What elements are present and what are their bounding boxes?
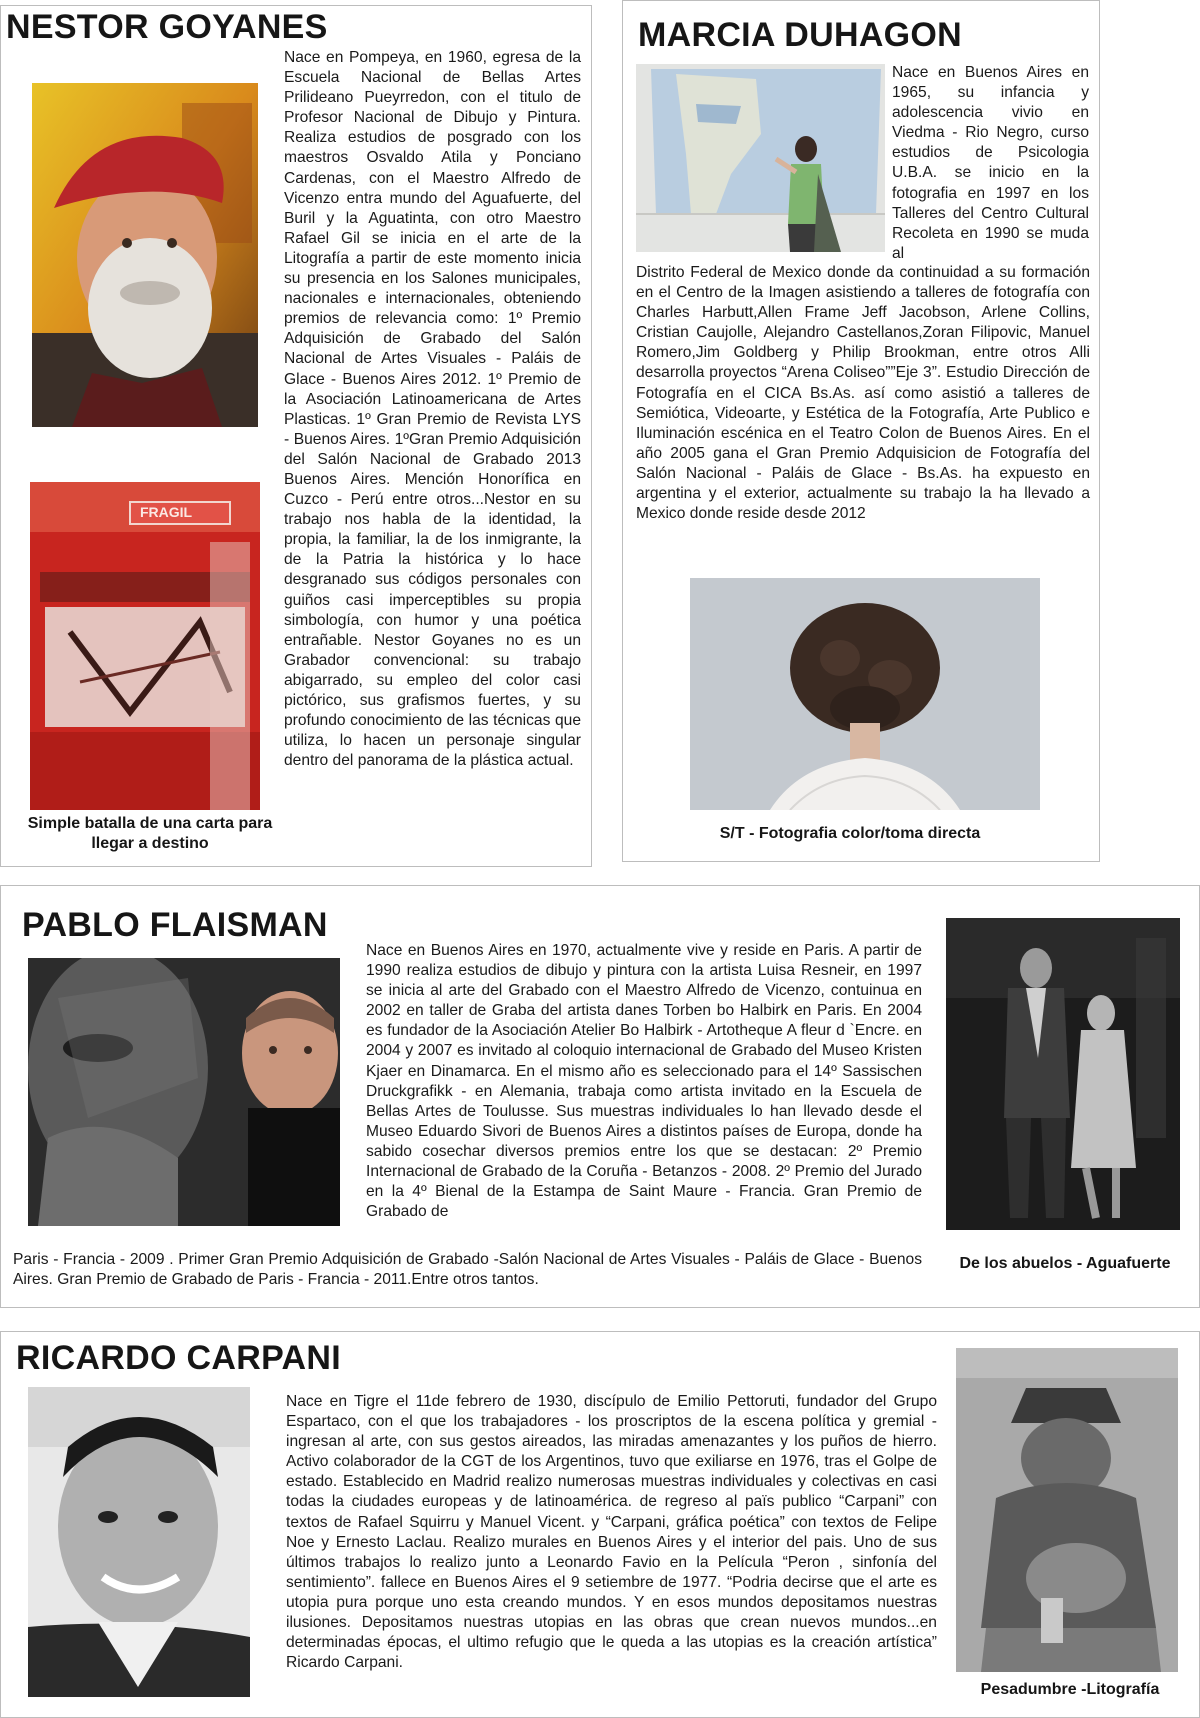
artwork-caption: S/T - Fotografia color/toma directa [719,825,981,842]
artist-portrait-photo [28,958,340,1226]
artist-portrait-photo [28,1387,250,1697]
artist-biography-bottom: Distrito Federal de Mexico donde da continuidad a su formación en el Centro de la Imagen asistiendo a talleres de fotografía con Charles Harbutt,Allen Frame Jeff Jacobson, Arlene Collins, Cristian Caujolle, Alejandro Castellanos,Zoran Filipovic, Manuel Romero,Jim Goldberg y Philip Brookman, entre otros Alli desarrolla proyectos “Arena Coliseo””Eje 3”. Estudio Dirección de Fotografía en el CICA Bs.As. así como asistió a talleres de Semiótica, Videoarte, y Estética de la Fotografía, Arte Publico e Iluminación escénica en el Teatro Colon de Buenos Aires. En el año 2005 gana el Gran Premio Adquisicion de Fotografía del Salón Nacional - Paláis de Glace - Bs.As. ha expuesto en argentina y el exterior, actualmente su trabajo la ha llevado a Mexico donde reside desde 2012 [636,264,1090,523]
artwork-image [690,578,1040,810]
artist-portrait-photo [32,83,258,427]
artist-name: PABLO FLAISMAN [22,906,328,944]
artist-biography-top: Nace en Buenos Aires en 1970, actualmente vive y reside en Paris. A partir de 1990 realiza estudios de dibujo y pintura con la artista Luisa Resneir, en 1997 se inicia al arte del Grabado con el Maestro Alfredo de Vicenzo, contuinua en 2002 en taller de Graba del artista danes Torben bo Halbirk en Paris. En 2004 es fundador de la Asociación Atelier Bo Halbirk - Artotheque A fleur d `Encre. en 2004 y 2007 es invitado al coloquio internacional de Grabado del Museo Kristen Kjaer en Dinamarca. En el mismo año es seleccionado para el 14º Sassischen Druckgrafikk - en Alemania, trabaja como artista invitado en la Escuela de Bellas Artes de Toulusse. Sus muestras individuales lo han llevado desde el Museo Eduardo Sivori de Buenos Aires a distintos países de Europa, donde ha sabido cosechar diversos premios entre los que se destacan: 2º Premio Internacional de Grabado de la Coruña - Betanzos - 2008. 2º Premio del Jurado en la 4º Bienal de la Estampa de Saint Maure - Francia. Gran Premio de Grabado de [366,942,922,1221]
artist-biography-bottom: Paris - Francia - 2009 . Primer Gran Premio Adquisición de Grabado -Salón Nacional de Artes Visuales - Paláis de Glace - Buenos Aires. Gran Premio de Grabado de Paris - Francia - 2011.Entre otros tantos. [13,1251,922,1289]
artwork-caption: Simple batalla de una carta para llegar a destino [27,815,273,852]
artwork-stamp-label: FRAGIL [140,504,193,520]
artist-biography: Nace en Pompeya, en 1960, egresa de la Escuela Nacional de Bellas Artes Prilideano Pueyrredon, con el titulo de Profesor Nacional de Dibujo y Pintura. Realiza estudios de posgrado con los maestros Osvaldo Atila y Ponciano Cardenas, con el Maestro Alfredo de Vicenzo entra mundo del Aguafuerte, del Buril y la Aguatinta, con otro Maestro Rafael Gil se inicia en el arte de la Litografía a partir de este momento inicia su presencia en los Salones municipales, nacionales e internacionales, obteniendo premios de relevancia como: 1º Premio Adquisición de Grabado del Salón Nacional de Artes Visuales - Paláis de Glace - Buenos Aires 2012. 1º Premio de la Asociación Latinoamericana de Artes Plasticas. 1º Gran Premio de Revista LYS - Buenos Aires. 1ºGran Premio Adquisición del Salón Nacional de Grabado 2013 Buenos Aires. Mención Honorífica en Cuzco - Perú entre otros...Nestor en su trabajo nos habla de la identidad, la propia, la familiar, la de los inmigrante, la de la Patria la histórica y lo hace desgranado sus códigos personales con guiños casi imperceptibles su propia simbología, con humor y una poética entrañable. Nestor Goyanes no es un Grabador convencional: su trabajo abigarrado, su empleo del color casi pictórico, sus grafismos fuertes, y su profundo conocimiento de las técnicas que utiliza, lo hacen un personaje singular dentro del panorama de la plástica actual. [284,49,581,770]
artwork-image [30,482,260,810]
artist-name: MARCIA DUHAGON [638,16,963,54]
artist-name: RICARDO CARPANI [16,1339,341,1377]
artist-biography-top: Nace en Buenos Aires en 1965, su infancia y adolescencia vivio en Viedma - Rio Negro, curso estudios de Psicologia U.B.A. se inicio en la fotografia en 1997 en los Talleres del Centro Cultural Recoleta en 1990 se muda al [892,64,1089,262]
artwork-image [956,1348,1178,1672]
artwork-caption: De los abuelos - Aguafuerte [959,1255,1171,1272]
artwork-image [946,918,1180,1230]
artwork-caption: Pesadumbre -Litografía [980,1681,1160,1698]
artist-biography: Nace en Tigre el 11de febrero de 1930, discípulo de Emilio Pettoruti, fundador del Grupo Espartaco, con el que los trabajadores - los proscriptos de la escena política y gremial - ingresan al arte, con sus gestos aireados, las miradas amenazantes y los puños de hierro. Activo colaborador de la CGT de los Argentinos, tuvo que exiliarse en 1976, tras el Golpe de estado. Establecido en Madrid realizo numerosas muestras individuales y colectivas en casi todas la ciudades europeas y de latinoamérica. de regreso al païs publico “Carpani” con textos de Rafael Squirru y Manuel Vicent. y “Carpani, gráfica poética” con textos de Felipe Noe y Ernesto Laclau. Realizo murales en Buenos Aires y el interior del pais. Uno de sus últimos trabajos lo realizo junto a Leonardo Favio en la Película “Peron , sinfonía del sentimiento”. fallece en Buenos Aires el 9 setiembre de 1977. “Podria decirse que el arte es utopia pura porque uno esta creando mundos. Y en esos mundos depositamos nuestras ilusiones. Depositamos nuestras utopias en las obras que crean nuevos mundos...en determinadas épocas, el ultimo refugio que le queda a las utopias es la creación artística” Ricardo Carpani. [286,1393,937,1672]
artist-name: NESTOR GOYANES [6,8,328,46]
artist-portrait-photo [636,64,885,252]
